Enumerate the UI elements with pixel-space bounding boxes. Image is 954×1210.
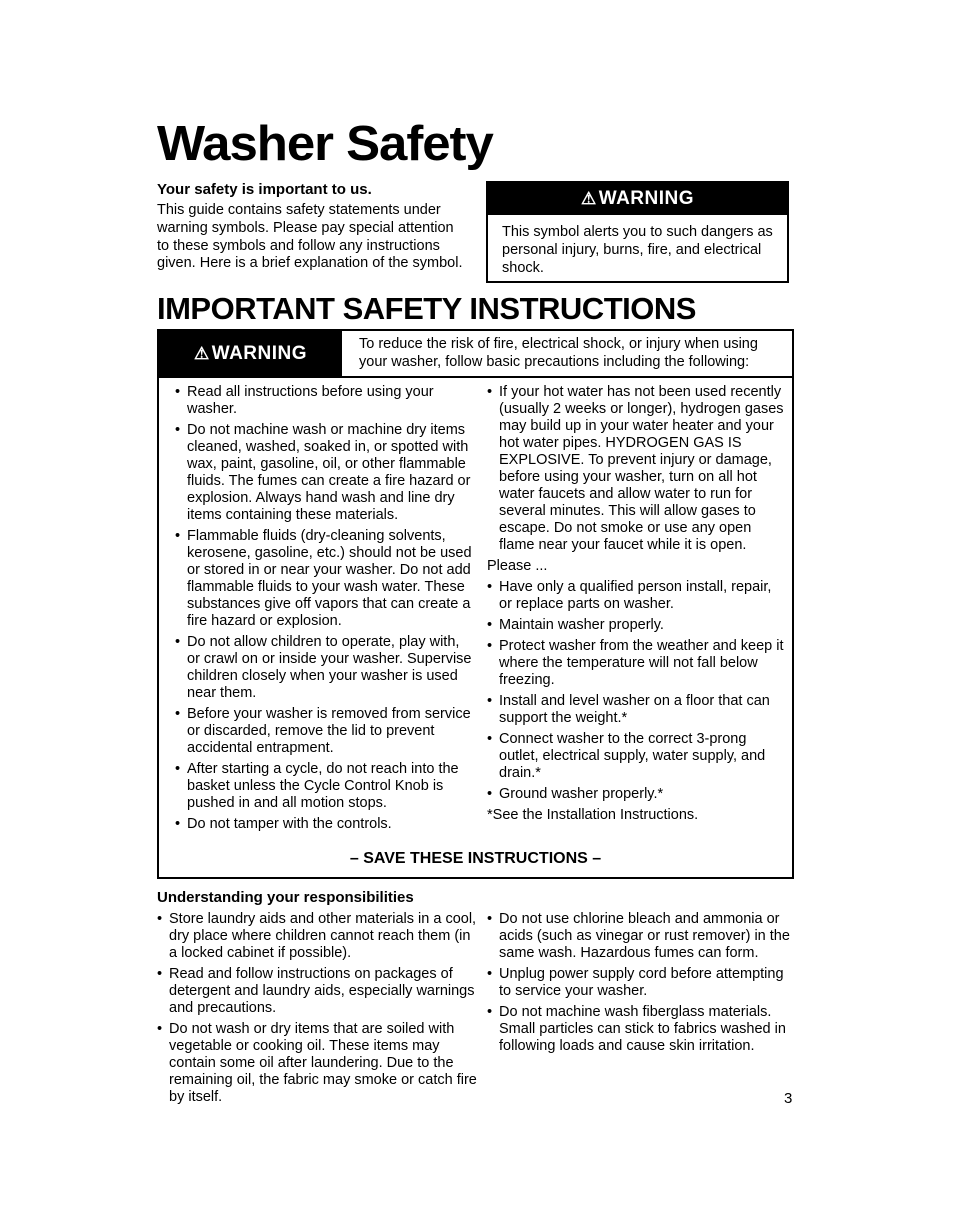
important-heading: IMPORTANT SAFETY INSTRUCTIONS bbox=[157, 291, 696, 326]
installation-footnote: *See the Installation Instructions. bbox=[487, 807, 699, 823]
list-item: • Do not machine wash fiberglass materials. Small particles can stick to fabrics washed in following loads and cause skin irritation. bbox=[487, 1004, 792, 1055]
intro-section bbox=[157, 181, 467, 273]
instructions-right-column bbox=[487, 384, 787, 828]
responsibilities-right-list bbox=[487, 911, 792, 1055]
responsibilities-left-list bbox=[157, 911, 477, 1106]
warning-symbol-box bbox=[486, 181, 789, 283]
list-item: • If your hot water has not been used recently (usually 2 weeks or longer), hydrogen gases may build up in your water heater and your hot water pipes. HYDROGEN GAS IS EXPLOSIVE. To prevent injury or damage, before using your washer, turn on all hot water faucets and allow water to run for several minutes. This will allow gases to escape. Do not smoke or use any open flame near your faucet while it is open. bbox=[487, 384, 787, 554]
responsibilities-left-column bbox=[157, 911, 477, 1110]
warning-symbol-text: This symbol alerts you to such dangers as personal injury, burns, fire, and electrical shock. bbox=[502, 224, 773, 276]
page-number: 3 bbox=[784, 1090, 793, 1107]
list-item: • Do not use chlorine bleach and ammonia or acids (such as vinegar or rust remover) in the same wash. Hazardous fumes can form. bbox=[487, 911, 792, 962]
list-item: • Flammable fluids (dry-cleaning solvents, kerosene, gasoline, etc.) should not be used or stored in or near your washer. Do not add flammable fluids to your wash water. These substances give off vapors that can create a fire hazard or explosion. bbox=[175, 528, 475, 630]
list-item: • Do not tamper with the controls. bbox=[175, 816, 475, 833]
list-item: • Read and follow instructions on packages of detergent and laundry aids, especially warnings and precautions. bbox=[157, 966, 477, 1017]
please-label: Please ... bbox=[487, 558, 548, 574]
safety-instructions-box bbox=[157, 329, 794, 879]
responsibilities-right-column bbox=[487, 911, 792, 1059]
instructions-warning-text: WARNING bbox=[211, 342, 308, 364]
intro-text: This guide contains safety statements under warning symbols. Please pay special attention to these symbols and follow any instructions given. Here is a brief explanation of the symbol. bbox=[157, 202, 463, 272]
list-item: • Maintain washer properly. bbox=[487, 617, 787, 634]
list-item: • Do not machine wash or machine dry items cleaned, washed, soaked in, or spotted with wax, paint, gasoline, oil, or other flammable fluids. The fumes can create a fire hazard or explosion. Always hand wash and line dry items containing these materials. bbox=[175, 422, 475, 524]
list-item: • Do not wash or dry items that are soiled with vegetable or cooking oil. These items may contain some oil after laundering. Due to the remaining oil, the fabric may smoke or catch fire by itself. bbox=[157, 1021, 477, 1106]
instructions-intro: To reduce the risk of fire, electrical shock, or injury when using your washer, follow basic precautions including the following: bbox=[359, 336, 758, 370]
responsibilities-heading: Understanding your responsibilities bbox=[157, 889, 414, 906]
intro-subheading: Your safety is important to us. bbox=[157, 181, 372, 198]
safety-instructions-header bbox=[159, 331, 792, 378]
page-title: Washer Safety bbox=[157, 117, 493, 171]
save-instructions-line: – SAVE THESE INSTRUCTIONS – bbox=[349, 850, 602, 867]
warning-symbol-label: WARNING bbox=[598, 188, 695, 209]
instructions-left-column bbox=[175, 384, 475, 837]
warning-triangle-icon: ⚠ bbox=[193, 343, 210, 363]
list-item: • Ground washer properly.* bbox=[487, 786, 787, 803]
instructions-left-list bbox=[175, 384, 475, 833]
list-item: • Read all instructions before using your washer. bbox=[175, 384, 475, 418]
warning-symbol-header bbox=[488, 183, 787, 215]
list-item: • Do not allow children to operate, play with, or crawl on or inside your washer. Supervise children closely when your washer is used near them. bbox=[175, 634, 475, 702]
list-item: • Protect washer from the weather and keep it where the temperature will not fall below freezing. bbox=[487, 638, 787, 689]
list-item: • Unplug power supply cord before attempting to service your washer. bbox=[487, 966, 792, 1000]
list-item: • Connect washer to the correct 3-prong outlet, electrical supply, water supply, and drain.* bbox=[487, 731, 787, 782]
list-item: • Have only a qualified person install, repair, or replace parts on washer. bbox=[487, 579, 787, 613]
list-item: • After starting a cycle, do not reach into the basket unless the Cycle Control Knob is pushed in and all motion stops. bbox=[175, 761, 475, 812]
instructions-right-list-1 bbox=[487, 384, 787, 554]
list-item: • Before your washer is removed from service or discarded, remove the lid to prevent accidental entrapment. bbox=[175, 706, 475, 757]
list-item: • Store laundry aids and other materials in a cool, dry place where children cannot reach them (in a locked cabinet if possible). bbox=[157, 911, 477, 962]
warning-triangle-icon: ⚠ bbox=[580, 189, 597, 208]
instructions-warning-label bbox=[159, 331, 342, 376]
list-item: • Install and level washer on a floor that can support the weight.* bbox=[487, 693, 787, 727]
instructions-right-list-2 bbox=[487, 579, 787, 803]
